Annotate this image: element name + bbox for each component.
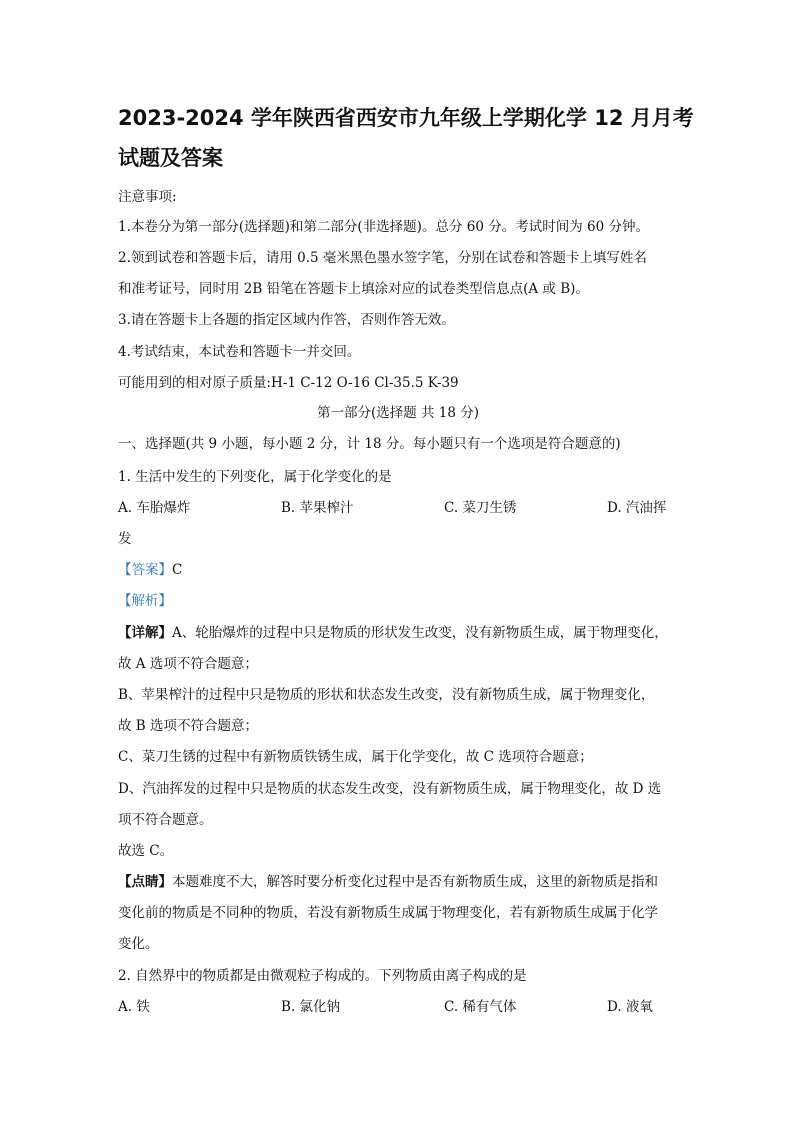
detail-line: B、苹果榨汁的过程中只是物质的形状和状态发生改变，没有新物质生成，属于物理变化， [118,687,655,703]
question-1-option-a: A. 车胎爆炸 [118,500,191,516]
question-2-option-a: A. 铁 [118,999,150,1015]
question-2-option-d: D. 液氧 [607,999,653,1015]
answer-value: C [172,562,183,578]
part-one-heading: 第一部分(选择题 共 18 分) [316,405,480,421]
question-1-option-d: D. 汽油挥 [607,500,667,516]
tip-line [118,873,678,891]
detail-text: A、轮胎爆炸的过程中只是物质的形状发生改变，没有新物质生成，属于物理变化， [172,625,668,641]
tip-text: 本题难度不大，解答时要分析变化过程中是否有新物质生成，这里的新物质是指和 [172,874,658,890]
question-2-option-b: B. 氯化钠 [281,999,341,1015]
question-1-stem: 1. 生活中发生的下列变化，属于化学变化的是 [118,469,392,485]
document-title-line-2: 试题及答案 [118,146,223,170]
detail-label: 【详解】 [118,625,172,641]
notice-heading: 注意事项: [118,189,177,205]
tip-label: 【点睛】 [118,874,172,890]
notice-item: 4.考试结束，本试卷和答题卡一并交回。 [118,344,361,360]
atomic-masses-line: 可能用到的相对原子质量:H-1 C-12 O-16 Cl-35.5 K-39 [118,375,459,391]
question-1-option-b: B. 苹果榨汁 [281,500,354,516]
detail-line: 故 B 选项不符合题意； [118,718,259,734]
analysis-label: 【解析】 [118,593,172,609]
question-1-option-c: C. 菜刀生锈 [444,500,517,516]
tip-line: 变化前的物质是不同种的物质，若没有新物质生成属于物理变化，若有新物质生成属于化学 [118,905,658,921]
notice-item: 1.本卷分为第一部分(选择题)和第二部分(非选择题)。总分 60 分。考试时间为 60 分钟。 [118,219,649,235]
detail-line: C、菜刀生锈的过程中有新物质铁锈生成，属于化学变化，故 C 选项符合题意； [118,749,593,765]
document-title-line-1: 2023-2024 学年陕西省西安市九年级上学期化学 12 月月考 [118,106,694,130]
question-2-option-c: C. 稀有气体 [444,999,517,1015]
detail-line: D、汽油挥发的过程中只是物质的状态发生改变，没有新物质生成，属于物理变化，故 D 选 [118,781,662,797]
answer-line [118,561,678,579]
detail-line [118,624,678,642]
answer-label: 【答案】 [118,562,172,578]
question-1-option-d-wrap: 发 [118,531,132,547]
question-2-stem: 2. 自然界中的物质都是由微观粒子构成的。下列物质由离子构成的是 [118,968,527,984]
tip-line: 变化。 [118,936,159,952]
detail-line: 项不符合题意。 [118,812,213,828]
detail-line: 故选 C。 [118,843,174,859]
section-one-heading: 一、选择题(共 9 小题，每小题 2 分，计 18 分。每小题只有一个选项是符合题意的) [118,436,621,452]
detail-line: 故 A 选项不符合题意； [118,656,258,672]
notice-item: 和准考证号，同时用 2B 铅笔在答题卡上填涂对应的试卷类型信息点(A 或 B)。 [118,281,589,297]
notice-item: 2.领到试卷和答题卡后，请用 0.5 毫米黑色墨水签字笔，分别在试卷和答题卡上填写姓名 [118,250,647,266]
notice-item: 3.请在答题卡上各题的指定区域内作答，否则作答无效。 [118,312,455,328]
